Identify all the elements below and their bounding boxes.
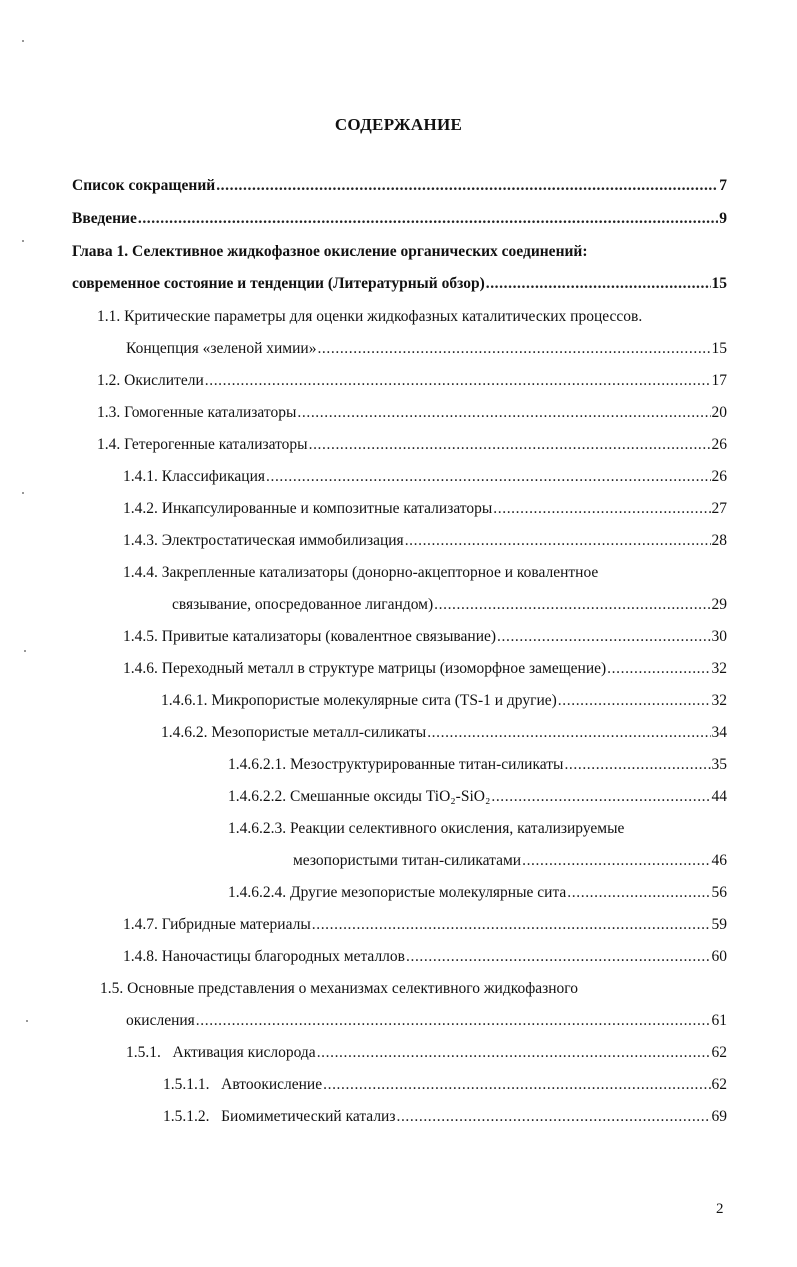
leader-dots [558,690,711,712]
toc-entry-page: 60 [711,948,727,965]
leader-dots [497,626,710,648]
toc-entry [163,1106,727,1128]
toc-entry [72,241,727,263]
toc-entry-page: 59 [711,916,727,933]
toc-entry [123,946,727,968]
toc-entry-page: 26 [711,468,727,485]
scan-speck [26,1020,28,1022]
leader-dots [522,850,710,872]
leader-dots [427,722,710,744]
toc-entry-title: Список сокращений [72,177,216,194]
toc-entry-page: 44 [711,788,727,805]
scan-speck [22,240,24,242]
toc-entry-title: 1.2. Окислители [97,372,204,389]
toc-entry-title: мезопористыми титан-силикатами [293,852,522,869]
toc-entry-title: 1.4.3. Электростатическая иммобилизация [123,532,404,549]
toc-entry [293,850,727,872]
leader-dots [317,1042,711,1064]
toc-entry-title: 1.4.6.2.2. Смешанные оксиды TiO₂-SiO₂ [228,788,491,805]
leader-dots [266,466,711,488]
toc-entry-page: 62 [711,1076,727,1093]
toc-entry-title: 1.4.6.2.1. Мезоструктурированные титан-силикаты [228,756,564,773]
toc-entry [123,466,727,488]
toc-entry [123,562,727,584]
leader-dots [323,1074,710,1096]
toc-entry [126,1042,727,1064]
toc-entry-title: 1.4.6.2.4. Другие мезопористые молекулярные сита [228,884,567,901]
leader-dots [567,882,710,904]
leader-dots [405,530,711,552]
toc-entry-title: связывание, опосредованное лигандом) [172,596,434,613]
toc-entry-page: 27 [711,500,727,517]
toc-entry-page: 30 [711,628,727,645]
toc-entry-title: 1.4.5. Привитые катализаторы (ковалентное связывание) [123,628,497,645]
toc-entry [100,978,727,1000]
toc-entry-page: 46 [711,852,727,869]
toc-entry-title: Концепция «зеленой химии» [126,340,317,357]
toc-entry [123,658,727,680]
scan-speck [22,492,24,494]
toc-entry-title: 1.5. Основные представления о механизмах селективного жидкофазного [100,980,579,997]
toc-entry [97,402,727,424]
toc-entry-title: 1.1. Критические параметры для оценки жидкофазных каталитических процессов. [97,308,643,325]
toc-entry-page: 9 [719,210,727,227]
toc-entry [97,306,727,328]
toc-entry-page: 69 [711,1108,727,1125]
leader-dots [493,498,710,520]
leader-dots [205,370,711,392]
toc-entry-title: современное состояние и тенденции (Литературный обзор) [72,275,485,292]
toc-entry-title: Глава 1. Селективное жидкофазное окисление органических соединений: [72,243,588,260]
toc-entry-title: 1.4.6. Переходный металл в структуре матрицы (изоморфное замещение) [123,660,607,677]
toc-entry-page: 28 [711,532,727,549]
leader-dots [607,658,710,680]
toc-entry [228,786,727,808]
leader-dots [486,273,711,295]
leader-dots [434,594,710,616]
toc-entry [163,1074,727,1096]
toc-entry-page: 62 [711,1044,727,1061]
toc-entry [123,530,727,552]
leader-dots [406,946,711,968]
toc-entry-title: 1.5.1.1. Автоокисление [163,1076,323,1093]
toc-entry-title: 1.4.4. Закрепленные катализаторы (донорно-акцепторное и ковалентное [123,564,599,581]
toc-entry-page: 35 [711,756,727,773]
toc-entry-title: 1.5.1. Активация кислорода [126,1044,316,1061]
toc-entry-title: 1.3. Гомогенные катализаторы [97,404,297,421]
toc-entry-page: 20 [711,404,727,421]
toc-entry-title: окисления [126,1012,195,1029]
leader-dots [317,338,710,360]
toc-entry-page: 17 [711,372,727,389]
toc-entry [123,914,727,936]
toc-entry-page: 32 [711,660,727,677]
toc-entry-page: 32 [711,692,727,709]
toc-entry-page: 7 [719,177,727,194]
toc-entry [97,434,727,456]
toc-entry-title: 1.4.1. Классификация [123,468,265,485]
page-number: 2 [716,1201,724,1217]
toc-entry [172,594,727,616]
toc-entry-page: 61 [711,1012,727,1029]
leader-dots [396,1106,710,1128]
toc-entry [228,754,727,776]
toc-entry [161,690,727,712]
toc-entry-page: 26 [711,436,727,453]
toc-entry-page: 29 [711,596,727,613]
leader-dots [564,754,710,776]
toc-entry-title: 1.4.8. Наночастицы благородных металлов [123,948,405,965]
leader-dots [216,175,718,197]
leader-dots [297,402,710,424]
leader-dots [138,208,718,230]
toc-entry [126,338,727,360]
toc-entry-title: 1.4. Гетерогенные катализаторы [97,436,308,453]
leader-dots [312,914,711,936]
scan-speck [24,650,26,652]
toc-entry [123,626,727,648]
leader-dots [196,1010,711,1032]
toc-entry-page: 34 [711,724,727,741]
toc-entry [97,370,727,392]
leader-dots [491,786,710,808]
toc-entry-page: 56 [711,884,727,901]
scan-speck [22,40,24,42]
toc-entry [126,1010,727,1032]
toc-entry-page: 15 [711,340,727,357]
toc-entry [228,882,727,904]
toc-entry [123,498,727,520]
toc-entry [161,722,727,744]
toc-entry-title: 1.5.1.2. Биомиметический катализ [163,1108,396,1125]
page-title: СОДЕРЖАНИЕ [334,115,463,134]
toc-entry [72,208,727,230]
toc-entry [72,273,727,295]
toc-entry-title: 1.4.6.2. Мезопористые металл-силикаты [161,724,427,741]
leader-dots [309,434,711,456]
toc-entry-page: 15 [711,275,727,292]
toc-entry-title: 1.4.6.2.3. Реакции селективного окисления, катализируемые [228,820,625,837]
toc-entry [72,175,727,197]
toc-entry-title: 1.4.6.1. Микропористые молекулярные сита (TS-1 и другие) [161,692,557,709]
toc-entry-title: Введение [72,210,137,227]
toc-entry [228,818,727,840]
toc-entry-title: 1.4.7. Гибридные материалы [123,916,311,933]
toc-entry-title: 1.4.2. Инкапсулированные и композитные катализаторы [123,500,493,517]
